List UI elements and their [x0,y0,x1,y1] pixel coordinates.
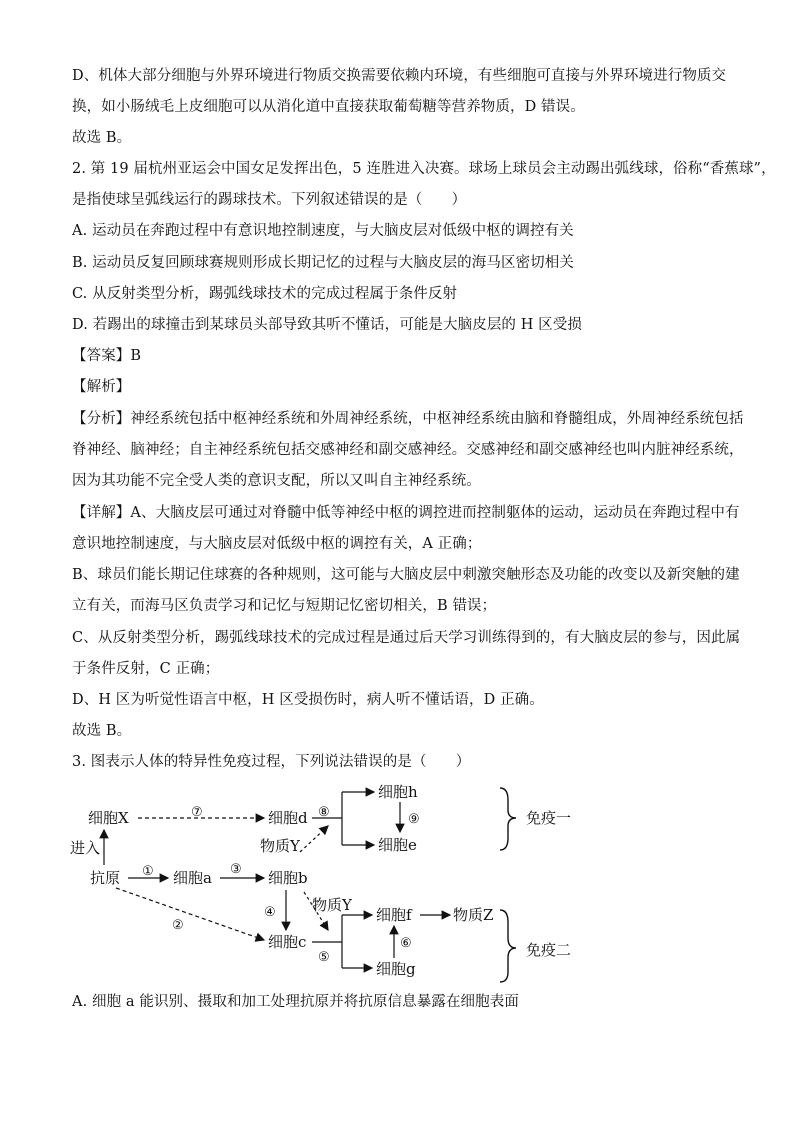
step-8: ⑧ [318,805,330,820]
question-2-stem: 2. 第 19 届杭州亚运会中国女足发挥出色，5 连胜进入决赛。球场上球员会主动踢出弧线球，俗称“香蕉球”， [72,161,776,177]
text-line: D、H 区为听觉性语言中枢，H 区受损伤时，病人听不懂话语，D 正确。 [72,692,544,708]
cell-g-label: 细胞g [376,960,416,978]
substance-y-mid-label: 物质Y [312,896,352,914]
text-line: 换，如小肠绒毛上皮细胞可以从消化道中直接获取葡萄糖等营养物质，D 错误。 [72,99,585,115]
text-line: 意识地控制速度，与大脑皮层对低级中枢的调控有关，A 正确； [72,536,482,552]
question-3-option-a: A. 细胞 a 能识别、摄取和加工处理抗原并将抗原信息暴露在细胞表面 [72,994,519,1010]
step-1: ① [142,864,154,879]
text-line: 因为其功能不完全受人类的意识支配，所以又叫自主神经系统。 [72,473,481,489]
immunity-two-label: 免疫二 [526,941,572,959]
step-7: ⑦ [191,805,203,820]
option-b: B. 运动员反复回顾球赛规则形成长期记忆的过程与大脑皮层的海马区密切相关 [72,255,574,271]
substance-y-top-label: 物质Y [260,837,300,855]
question-2-stem: 是指使球呈弧线运行的踢球技术。下列叙述错误的是（ ） [72,192,467,208]
text-line: D、机体大部分细胞与外界环境进行物质交换需要依赖内环境，有些细胞可直接与外界环境进行物质交 [72,68,727,84]
cell-d-label: 细胞d [268,809,308,827]
text-line: 立有关，而海马区负责学习和记忆与短期记忆密切相关，B 错误； [72,598,497,614]
cell-f-label: 细胞f [376,906,412,924]
text-line: C、从反射类型分析，踢弧线球技术的完成过程是通过后天学习训练得到的，有大脑皮层的参与，因此属 [72,630,741,646]
arrow-antigen-to-c [116,888,264,940]
step-2: ② [172,918,184,933]
arrow-y-to-d [300,826,328,852]
option-a: A. 运动员在奔跑过程中有意识地控制速度，与大脑皮层对低级中枢的调控有关 [72,223,574,239]
enter-label: 进入 [70,839,101,857]
step-3: ③ [230,862,242,877]
answer-label: 【答案】B [72,348,142,364]
text-line: B、球员们能长期记住球赛的各种规则，这可能与大脑皮层中刺激突触形态及功能的改变以及新突触的建 [72,567,740,583]
cell-a-label: 细胞a [173,869,212,887]
cell-x-label: 细胞X [88,809,129,827]
immune-process-diagram [60,770,620,990]
substance-z-label: 物质Z [453,906,494,924]
step-9: ⑨ [408,812,420,827]
option-d: D. 若踢出的球撞击到某球员头部导致其听不懂话，可能是大脑皮层的 H 区受损 [72,317,582,333]
text-line: 【分析】神经系统包括中枢神经系统和外周神经系统，中枢神经系统由脑和脊髓组成，外周神经系统包括 [72,411,744,427]
analysis-heading: 【解析】 [72,379,131,395]
question-3-stem: 3. 图表示人体的特异性免疫过程，下列说法错误的是（ ） [72,754,471,770]
cell-h-label: 细胞h [378,783,418,801]
text-line: 脊神经、脑神经；自主神经系统包括交感神经和副交感神经。交感神经和副交感神经也叫内脏神经系统， [72,442,744,458]
text-line: 故选 B。 [72,130,132,146]
step-4: ④ [264,905,276,920]
step-5: ⑤ [318,950,330,965]
option-c: C. 从反射类型分析，踢弧线球技术的完成过程属于条件反射 [72,286,458,302]
cell-b-label: 细胞b [268,869,308,887]
immunity-one-label: 免疫一 [526,809,572,827]
text-line: 于条件反射，C 正确； [72,661,220,677]
text-line: 【详解】A、大脑皮层可通过对脊髓中低等神经中枢的调控进而控制躯体的运动，运动员在奔跑过程中有 [72,505,740,521]
step-6: ⑥ [400,936,412,951]
cell-c-label: 细胞c [268,933,307,951]
brace-immunity-two [500,910,516,982]
text-line: 故选 B。 [72,723,132,739]
cell-e-label: 细胞e [378,836,417,854]
antigen-label: 抗原 [90,869,121,887]
brace-immunity-one [500,788,516,850]
